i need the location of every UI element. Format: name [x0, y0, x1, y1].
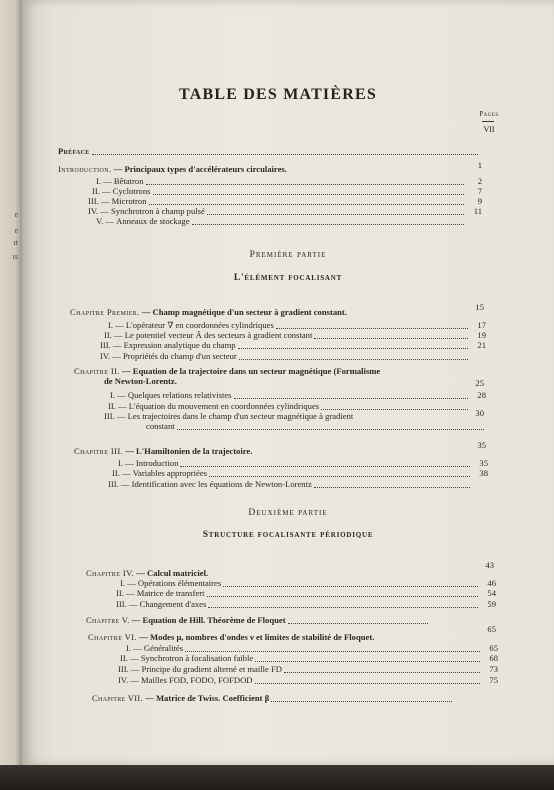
- item-text: Opérations élémentaires: [137, 578, 222, 588]
- leader-dots: [321, 408, 468, 410]
- item-text: Introduction: [135, 458, 179, 468]
- chapter-label: Chapitre V.: [86, 615, 130, 625]
- page-number: 11: [473, 206, 482, 216]
- toc-subentry[interactable]: [110, 390, 486, 401]
- toc-subentry[interactable]: [118, 664, 498, 675]
- item-text: Le potentiel vecteur Ā des secteurs à gradient constant: [124, 330, 313, 340]
- leader-dots: [234, 397, 469, 399]
- item-number: II. —: [92, 186, 111, 196]
- leader-dots: [192, 223, 464, 225]
- toc-subentry-continued: [146, 421, 486, 432]
- page-number: 35: [479, 458, 488, 468]
- toc-entry-chapter-7[interactable]: [92, 693, 454, 704]
- leader-dots: [177, 428, 484, 430]
- leader-dots: [207, 595, 478, 597]
- chapter-title: — Equation de la trajectoire dans un secteur magnétique (Formalisme: [122, 366, 381, 376]
- page-title: TABLE DES MATIÈRES: [179, 86, 377, 103]
- leader-dots: [271, 700, 452, 702]
- page-number: 75: [489, 675, 498, 685]
- margin-fragment: e: [14, 226, 18, 235]
- book-page: [22, 0, 554, 765]
- page-number: 30: [475, 408, 484, 418]
- part-title: Structure focalisante périodique: [202, 530, 374, 540]
- item-number: III. —: [100, 340, 122, 350]
- item-number: V. —: [96, 216, 114, 226]
- leader-dots: [255, 660, 480, 662]
- leader-dots: [209, 475, 470, 477]
- chapter-title: — Matrice de Twiss. Coefficient β: [145, 693, 270, 703]
- page-number: 17: [477, 320, 486, 330]
- page-number: 21: [477, 340, 486, 350]
- item-text: Cyclotrons: [112, 186, 151, 196]
- part-title: L'élément focalisant: [233, 273, 343, 283]
- preface-label: Préface: [58, 146, 90, 156]
- item-text: Changement d'axes: [139, 599, 207, 609]
- item-text: L'équation du mouvement en coordonnées cylindriques: [128, 401, 320, 411]
- toc-subentry[interactable]: [116, 599, 496, 610]
- item-text: Anneaux de stockage: [116, 216, 190, 226]
- book-bottom-edge: [0, 765, 554, 790]
- toc-entry-chapter-1[interactable]: [70, 307, 347, 318]
- item-number: II. —: [104, 330, 123, 340]
- leader-dots: [288, 622, 428, 624]
- leader-dots: [207, 213, 464, 215]
- item-number: IV. —: [100, 351, 121, 361]
- page-number: 9: [477, 196, 482, 206]
- margin-fragment: ıt: [13, 238, 18, 247]
- item-number: I. —: [120, 578, 136, 588]
- leader-dots: [314, 486, 470, 488]
- margin-fragment: e: [14, 210, 18, 219]
- margin-fragment: ıs: [12, 252, 18, 261]
- part-label: Deuxième partie: [248, 508, 328, 518]
- item-number: III. —: [116, 599, 138, 609]
- page-number: 68: [489, 653, 498, 663]
- item-text: Propriétés du champ d'un secteur: [123, 351, 237, 361]
- leader-dots: [92, 153, 478, 155]
- leader-dots: [284, 671, 480, 673]
- page-number: 15: [475, 302, 484, 312]
- chapter-title: — Champ magnétique d'un secteur à gradient constant.: [141, 307, 347, 317]
- page-number: 19: [477, 330, 486, 340]
- introduction-label: Introduction.: [58, 164, 112, 174]
- item-number: II. —: [108, 401, 127, 411]
- item-text: L'opérateur ∇ en coordonnées cylindriques: [125, 320, 274, 330]
- page-number: 28: [477, 390, 486, 400]
- part-label: Première partie: [249, 250, 327, 260]
- item-text: Synchrotron à focalisation faible: [140, 653, 254, 663]
- item-number: II. —: [116, 588, 135, 598]
- item-number: I. —: [118, 458, 134, 468]
- item-number: I. —: [108, 320, 124, 330]
- page-number: 46: [487, 578, 496, 588]
- item-number: IV. —: [118, 675, 139, 685]
- adjacent-page-edge: [0, 0, 22, 790]
- item-text: Expression analytique du champ: [123, 340, 236, 350]
- toc-entry-preface[interactable]: [58, 146, 480, 157]
- leader-dots: [180, 465, 470, 467]
- page-number: 2: [477, 176, 482, 186]
- item-text: Quelques relations relativistes: [127, 390, 232, 400]
- item-text-cont: constant: [146, 421, 175, 431]
- chapter-label: Chapitre Premier.: [70, 307, 140, 317]
- item-number: III. —: [118, 664, 140, 674]
- leader-dots: [276, 327, 468, 329]
- page-number: 54: [487, 588, 496, 598]
- leader-dots: [146, 183, 464, 185]
- chapter-label: Chapitre II.: [74, 366, 120, 376]
- leader-dots: [255, 682, 480, 684]
- item-text: Mailles FOD, FODO, FOFDOD: [141, 675, 253, 685]
- pages-column-header: Pages: [479, 110, 499, 118]
- toc-entry-introduction[interactable]: [58, 164, 287, 175]
- page-number: 73: [489, 664, 498, 674]
- page-number: 38: [479, 468, 488, 478]
- chapter-label: Chapitre VI.: [88, 632, 138, 642]
- toc-subentry[interactable]: [120, 653, 498, 664]
- introduction-title: — Principaux types d'accélérateurs circulaires.: [113, 164, 287, 174]
- leader-dots: [185, 650, 480, 652]
- toc-subentry[interactable]: [100, 351, 486, 362]
- page-number: 65: [487, 624, 496, 634]
- item-number: I. —: [96, 176, 112, 186]
- chapter-title: — Equation de Hill. Théorème de Floquet: [131, 615, 286, 625]
- leader-dots: [239, 358, 468, 360]
- toc-entry-chapter-3[interactable]: [74, 446, 252, 457]
- toc-entry-chapter-5[interactable]: [86, 615, 430, 626]
- toc-subentry[interactable]: [108, 479, 488, 490]
- leader-dots: [314, 337, 468, 339]
- item-text: Généralités: [143, 643, 184, 653]
- item-number: III. —: [88, 196, 110, 206]
- leader-dots: [208, 606, 478, 608]
- item-number: IV. —: [88, 206, 109, 216]
- item-text: Microtron: [111, 196, 147, 206]
- leader-dots: [149, 203, 465, 205]
- chapter-title: — L'Hamiltonien de la trajectoire.: [125, 446, 253, 456]
- toc-entry-chapter-6[interactable]: [88, 632, 374, 643]
- chapter-title-cont: de Newton-Lorentz.: [104, 376, 177, 386]
- page-number: 7: [477, 186, 482, 196]
- toc-subentry[interactable]: [100, 340, 486, 351]
- chapter-title: — Modes μ, nombres d'ondes ν et limites de stabilité de Floquet.: [139, 632, 375, 642]
- preface-page-number: VII: [483, 125, 495, 134]
- item-text: Variables appropriées: [132, 468, 207, 478]
- header-rule: [482, 121, 494, 122]
- item-text: Matrice de transfert: [136, 588, 205, 598]
- page-number: 25: [475, 378, 484, 388]
- leader-dots: [223, 585, 478, 587]
- leader-dots: [238, 347, 468, 349]
- leader-dots: [153, 193, 465, 195]
- item-text: Synchrotron à champ pulsé: [111, 206, 205, 216]
- page-number: 65: [489, 643, 498, 653]
- page-number: 43: [485, 560, 494, 570]
- page-number: 1: [477, 160, 482, 170]
- item-number: III. —: [104, 411, 126, 421]
- item-number: I. —: [110, 390, 126, 400]
- toc-subentry[interactable]: [118, 675, 498, 686]
- item-number: II. —: [112, 468, 131, 478]
- item-text: Bêtatron: [113, 176, 144, 186]
- page-number: 35: [477, 440, 486, 450]
- chapter-label: Chapitre III.: [74, 446, 124, 456]
- item-text: Les trajectoires dans le champ d'un secteur magnétique à gradient: [127, 411, 354, 421]
- item-text: Principe du gradient alterné et maille FD: [141, 664, 282, 674]
- item-number: I. —: [126, 643, 142, 653]
- item-number: II. —: [120, 653, 139, 663]
- toc-subentry[interactable]: [112, 468, 488, 479]
- item-text: Identification avec les équations de Newton-Lorentz: [131, 479, 312, 489]
- chapter-title: — Calcul matriciel.: [136, 568, 209, 578]
- chapter-label: Chapitre VII.: [92, 693, 144, 703]
- page-number: 59: [487, 599, 496, 609]
- toc-subentry[interactable]: [116, 588, 496, 599]
- chapter-label: Chapitre IV.: [86, 568, 135, 578]
- item-number: III. —: [108, 479, 130, 489]
- toc-subentry[interactable]: [96, 216, 482, 227]
- chapter-title-continued: [104, 376, 177, 387]
